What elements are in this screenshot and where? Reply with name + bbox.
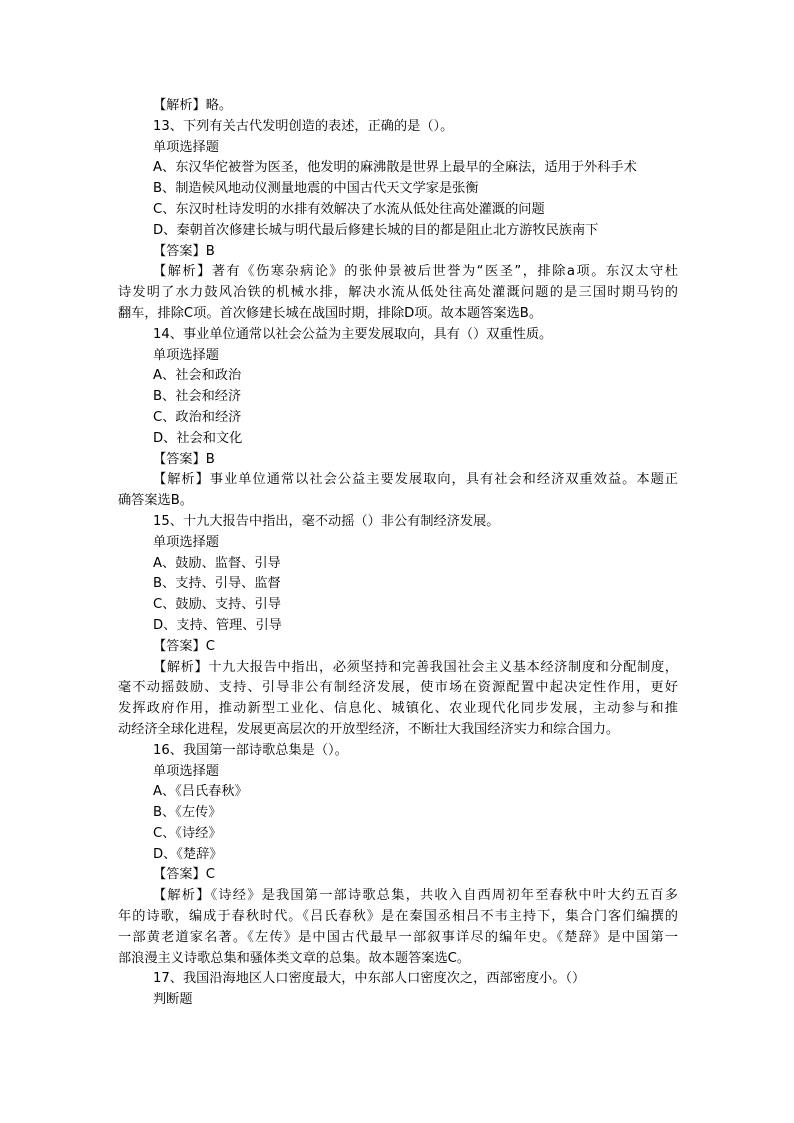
document-line: 年的诗歌，编成于春秋时代。《吕氏春秋》是在秦国丞相吕不韦主持下，集合门客们编撰的 xyxy=(118,909,678,925)
document-line: B、社会和经济 xyxy=(153,389,242,405)
document-line: 14、事业单位通常以社会公益为主要发展取向，具有（）双重性质。 xyxy=(153,326,553,342)
document-line: 【解析】略。 xyxy=(153,98,233,113)
document-line: D、社会和文化 xyxy=(153,430,243,446)
document-line: A、东汉华佗被誉为医圣，他发明的麻沸散是世界上最早的全麻法，适用于外科手术 xyxy=(153,160,637,176)
document-line: 一部黄老道家名著。《左传》是中国古代最早一部叙事详尽的编年史。《楚辞》是中国第一 xyxy=(118,929,678,945)
document-line: 【解析】事业单位通常以社会公益主要发展取向，具有社会和经济双重效益。本题正 xyxy=(153,472,678,488)
document-line: 诗发明了水力鼓风冶铁的机械水排，解决水流从低处往高处灌溉问题的是三国时期马钧的 xyxy=(118,285,678,301)
document-line: C、《诗经》 xyxy=(153,825,222,841)
document-line: 判断题 xyxy=(153,992,193,1008)
document-line: 单项选择题 xyxy=(153,534,219,550)
document-line: 【解析】《诗经》是我国第一部诗歌总集，共收入自西周初年至春秋中叶大约五百多 xyxy=(153,888,678,904)
document-line: 【答案】B xyxy=(153,451,215,467)
document-line: B、《左传》 xyxy=(153,805,222,821)
document-line: C、东汉时杜诗发明的水排有效解决了水流从低处往高处灌溉的问题 xyxy=(153,201,545,217)
document-line: 【解析】十九大报告中指出，必须坚持和完善我国社会主义基本经济制度和分配制度， xyxy=(153,659,678,675)
document-line: 部浪漫主义诗歌总集和骚体类文章的总集。故本题答案选C。 xyxy=(118,950,471,966)
document-body xyxy=(118,96,678,1011)
document-line: 【解析】著有《伤寒杂病论》的张仲景被后世誉为“医圣”，排除a项。东汉太守杜 xyxy=(153,264,678,280)
document-line: 17、我国沿海地区人口密度最大，中东部人口密度次之，西部密度小。（） xyxy=(153,971,586,987)
document-line: D、秦朝首次修建长城与明代最后修建长城的目的都是阻止北方游牧民族南下 xyxy=(153,222,599,238)
document-line: A、鼓励、监督、引导 xyxy=(153,555,281,571)
document-line: 动经济全球化进程，发展更高层次的开放型经济，不断壮大我国经济实力和综合国力。 xyxy=(118,721,620,737)
document-line: 发挥政府作用，推动新型工业化、信息化、城镇化、农业现代化同步发展，主动参与和推 xyxy=(118,701,678,717)
document-line: 单项选择题 xyxy=(153,763,219,779)
document-line: 【答案】C xyxy=(153,638,215,654)
document-line: 13、下列有关古代发明创造的表述，正确的是（）。 xyxy=(153,118,454,134)
document-line: D、支持、管理、引导 xyxy=(153,617,282,633)
document-line: 确答案选B。 xyxy=(118,493,193,509)
document-line: A、《吕氏春秋》 xyxy=(153,784,248,800)
document-line: C、政治和经济 xyxy=(153,409,242,425)
document-line: 毫不动摇鼓励、支持、引导非公有制经济发展，使市场在资源配置中起决定性作用，更好 xyxy=(118,680,678,696)
document-line: 翻车，排除C项。首次修建长城在战国时期，排除D项。故本题答案选B。 xyxy=(118,305,543,321)
document-line: B、制造候风地动仪测量地震的中国古代天文学家是张衡 xyxy=(153,181,479,197)
document-line: 【答案】C xyxy=(153,867,215,883)
document-line: D、《楚辞》 xyxy=(153,846,223,862)
document-line: A、社会和政治 xyxy=(153,368,242,384)
document-line: 单项选择题 xyxy=(153,347,219,363)
document-line: B、支持、引导、监督 xyxy=(153,576,281,592)
document-line: 15、十九大报告中指出，毫不动摇（）非公有制经济发展。 xyxy=(153,513,500,529)
document-line: 单项选择题 xyxy=(153,139,219,155)
document-line: 【答案】B xyxy=(153,243,215,259)
document-line: 16、我国第一部诗歌总集是（）。 xyxy=(153,742,348,758)
document-line: C、鼓励、支持、引导 xyxy=(153,597,281,613)
